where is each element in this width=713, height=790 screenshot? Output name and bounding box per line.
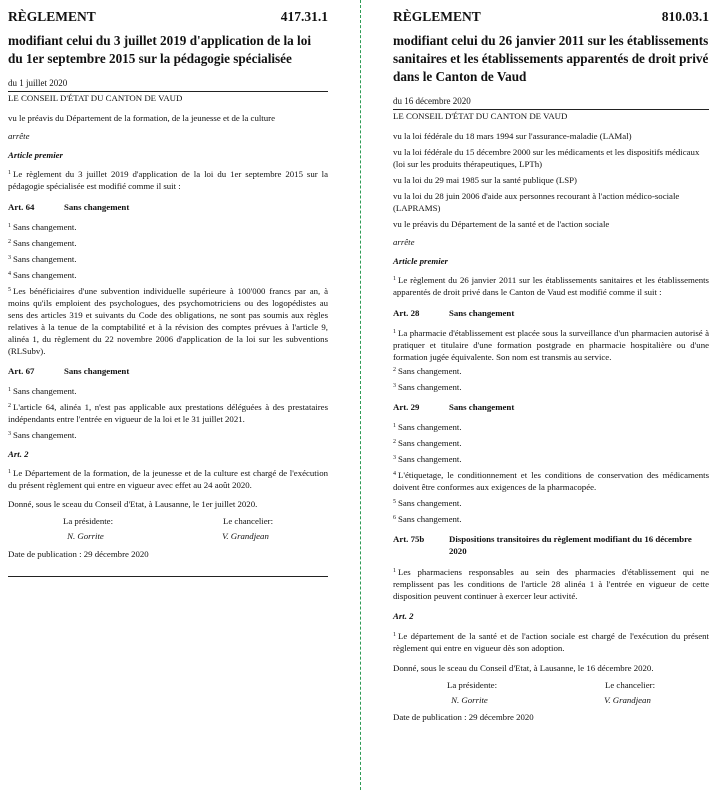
regulation-label: RÈGLEMENT bbox=[8, 9, 96, 24]
article-64-al3: $^3$ Sans changement. bbox=[8, 254, 77, 264]
vu-2: vu la loi fédérale du 15 décembre 2000 sur les médicaments et les dispositifs médicaux (loi sur les produits thérapeutiques, LPTh) bbox=[393, 147, 700, 169]
article-29-al1: $^1$ Sans changement. bbox=[393, 422, 462, 432]
article-29-al4: $^4$ L'étiquetage, le conditionnement et les conditions de conservation des médicaments doivent être conformes aux exigences de la pharmacopée. bbox=[393, 470, 709, 492]
chancellor-name: V. Grandjean bbox=[222, 531, 269, 541]
article-75b-al1: $^1$ Les pharmaciens responsables au sein des pharmacies d'établissement qui ne remplissent pas les conditions de l'article 28 alinéa 1 à l'entrée en vigueur de cette disposition peuvent continuer à exercer leur activité. bbox=[393, 567, 709, 601]
end-rule bbox=[8, 576, 328, 577]
arrete: arrête bbox=[393, 237, 415, 247]
regulation-date: du 1 juillet 2020 bbox=[8, 78, 328, 92]
given-under-seal: Donné, sous le sceau du Conseil d'Etat, à Lausanne, le 16 décembre 2020. bbox=[393, 663, 654, 673]
article-2-text: $^1$ Le Département de la formation, de la jeunesse et de la culture est chargé de l'exécution du présent règlement qui entre en vigueur avec effet au 24 août 2020. bbox=[8, 468, 328, 490]
signature-names bbox=[8, 530, 328, 542]
article-28-al1: $^1$ La pharmacie d'établissement est placée sous la surveillance d'un pharmacien autorisé à pratiquer et titulaire d'une formation postgrade en pharmacie hospitalière ou d'une formation jugée équivalente. Son nom est transmis au service. bbox=[393, 328, 709, 362]
chancellor-name: V. Grandjean bbox=[604, 695, 651, 705]
article-2-heading: Art. 2 bbox=[8, 449, 29, 459]
article-premier-heading: Article premier bbox=[393, 256, 448, 266]
regulation-date: du 16 décembre 2020 bbox=[393, 96, 709, 110]
regulation-title: modifiant celui du 3 juillet 2019 d'application de la loi du 1er septembre 2015 sur la pédagogie spécialisée bbox=[8, 33, 311, 66]
arrete: arrête bbox=[8, 131, 30, 141]
article-64-al5: $^5$ Les bénéficiaires d'une subvention individuelle supérieure à 100'000 francs par an, à moins qu'ils emploient des psychologues, des psychomotriciens ou des logopédistes au sens des articles 319 et suivants du Code des obligations, ne sont pas soumis aux règles relatives à la tenue de la comptabilité et à la révision des comptes prévues à l'article 9, alinéa 1, du règlement du 22 novembre 2006 d'application de la loi sur les subventions (RLSubv). bbox=[8, 286, 328, 356]
authority: LE CONSEIL D'ÉTAT DU CANTON DE VAUD bbox=[8, 93, 183, 103]
article-67-al3: $^3$ Sans changement. bbox=[8, 430, 77, 440]
vu-5: vu le préavis du Département de la santé et de l'action sociale bbox=[393, 219, 610, 229]
signature-names bbox=[393, 694, 709, 706]
article-29-al3: $^3$ Sans changement. bbox=[393, 454, 462, 464]
article-67-heading: Art. 67 Sans changement bbox=[8, 366, 130, 376]
article-29-al6: $^6$ Sans changement. bbox=[393, 514, 462, 524]
president-name: N. Gorrite bbox=[67, 531, 104, 541]
president-label: La présidente: bbox=[62, 516, 114, 526]
article-28-al2: $^2$ Sans changement. bbox=[393, 366, 462, 376]
vu-4: vu la loi du 28 juin 2006 d'aide aux personnes recourant à l'action médico-sociale (LAPRAMS) bbox=[393, 191, 680, 213]
publication-date: Date de publication : 29 décembre 2020 bbox=[393, 712, 534, 722]
article-premier-text: $^1$ Le règlement du 3 juillet 2019 d'application de la loi du 1er septembre 2015 sur la pédagogie spécialisée est modifié comme il suit : bbox=[8, 169, 328, 191]
article-2-text: $^1$ Le département de la santé et de l'action sociale est chargé de l'exécution du présent règlement qui entre en vigueur dès son adoption. bbox=[393, 631, 709, 653]
article-28-heading: Art. 28 Sans changement bbox=[393, 308, 515, 318]
article-29-al5: $^5$ Sans changement. bbox=[393, 498, 462, 508]
given-under-seal: Donné, sous le sceau du Conseil d'Etat, à Lausanne, le 1er juillet 2020. bbox=[8, 499, 258, 509]
article-64-al2: $^2$ Sans changement. bbox=[8, 238, 77, 248]
article-67-al1: $^1$ Sans changement. bbox=[8, 386, 77, 396]
article-64-al4: $^4$ Sans changement. bbox=[8, 270, 77, 280]
regulation-number: 810.03.1 bbox=[661, 9, 709, 24]
preavis: vu le préavis du Département de la formation, de la jeunesse et de la culture bbox=[8, 113, 275, 123]
article-28-al3: $^3$ Sans changement. bbox=[393, 382, 462, 392]
signature-labels bbox=[393, 679, 709, 691]
column-divider bbox=[360, 0, 361, 790]
article-29-al2: $^2$ Sans changement. bbox=[393, 438, 462, 448]
publication-date: Date de publication : 29 décembre 2020 bbox=[8, 549, 149, 559]
president-name: N. Gorrite bbox=[451, 695, 488, 705]
regulation-header bbox=[393, 9, 709, 25]
article-29-heading: Art. 29 Sans changement bbox=[393, 402, 515, 412]
regulation-title: modifiant celui du 26 janvier 2011 sur les établissements sanitaires et les établissements apparentés de droit privé dans le Canton de Vaud bbox=[393, 33, 709, 84]
article-2-heading: Art. 2 bbox=[393, 611, 414, 621]
article-premier-heading: Article premier bbox=[8, 150, 63, 160]
signature-labels bbox=[8, 515, 328, 527]
regulation-header bbox=[8, 9, 328, 25]
article-premier-text: $^1$ Le règlement du 26 janvier 2011 sur les établissements sanitaires et les établissements apparentés de droit privé dans le Canton de Vaud est modifié comme il suit : bbox=[393, 275, 709, 297]
regulation-right bbox=[393, 0, 709, 723]
article-67-al2: $^2$ L'article 64, alinéa 1, n'est pas applicable aux prestations déléguées à des prestataires indépendants entre l'entrée en vigueur de la loi et le 31 juillet 2021. bbox=[8, 402, 328, 424]
vu-3: vu la loi du 29 mai 1985 sur la santé publique (LSP) bbox=[393, 175, 577, 185]
chancellor-label: Le chancelier: bbox=[222, 516, 274, 526]
regulation-left bbox=[8, 0, 328, 577]
president-label: La présidente: bbox=[446, 680, 498, 690]
vu-1: vu la loi fédérale du 18 mars 1994 sur l'assurance-maladie (LAMal) bbox=[393, 131, 632, 141]
regulation-label: RÈGLEMENT bbox=[393, 9, 481, 24]
regulation-number: 417.31.1 bbox=[280, 9, 328, 24]
article-75b-heading: Art. 75b Dispositions transitoires du règlement modifiant du 16 décembre 2020 bbox=[393, 534, 692, 556]
authority: LE CONSEIL D'ÉTAT DU CANTON DE VAUD bbox=[393, 111, 568, 121]
chancellor-label: Le chancelier: bbox=[604, 680, 656, 690]
article-64-al1: $^1$ Sans changement. bbox=[8, 222, 77, 232]
article-64-heading: Art. 64 Sans changement bbox=[8, 202, 130, 212]
